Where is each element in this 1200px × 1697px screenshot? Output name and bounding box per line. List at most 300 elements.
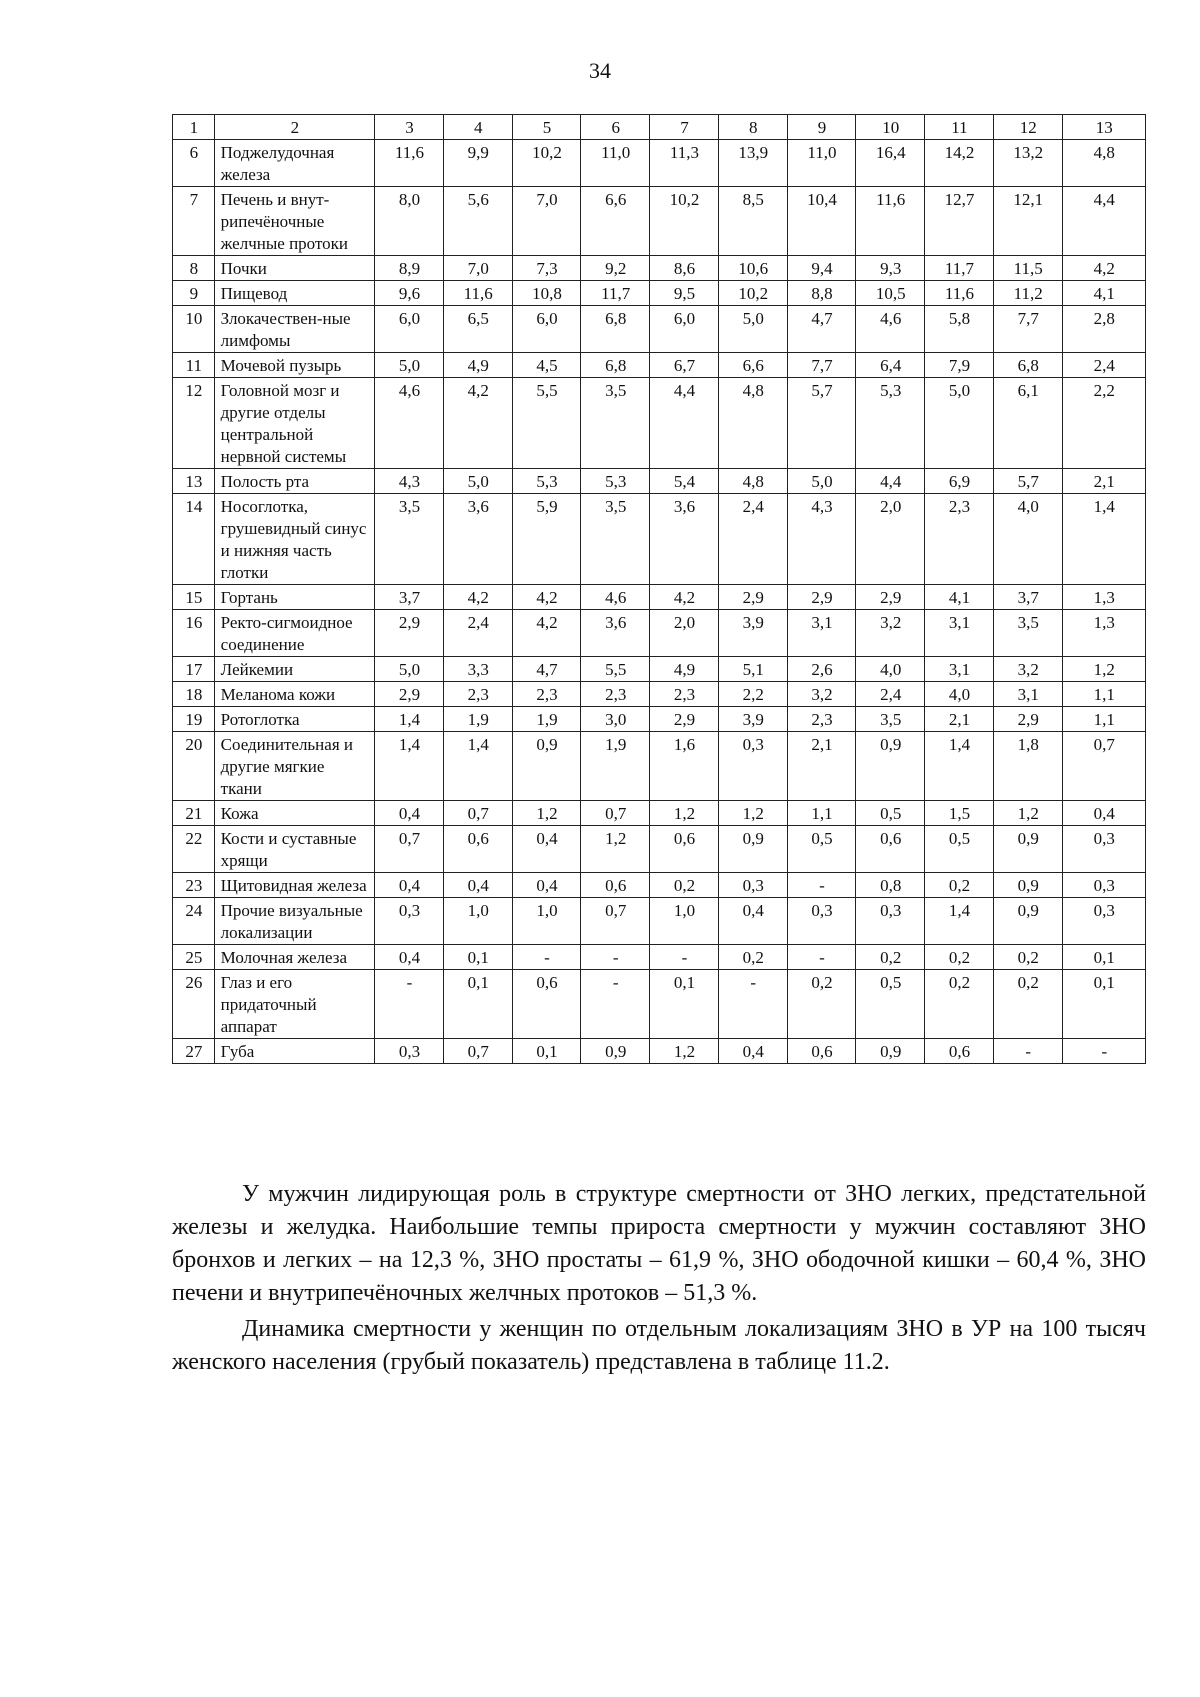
table-body (173, 115, 1146, 1064)
table-cell: 0,6 (650, 826, 719, 873)
table-cell: 2,8 (1062, 306, 1145, 353)
table-cell: 1,3 (1062, 585, 1145, 610)
table-cell: 0,9 (718, 826, 787, 873)
column-header: 13 (1062, 115, 1145, 140)
table-cell: 1,4 (443, 732, 512, 801)
table-cell: 0,1 (1062, 945, 1145, 970)
table-cell: 0,2 (718, 945, 787, 970)
table-cell: 4,6 (581, 585, 650, 610)
table-cell: 5,1 (718, 657, 787, 682)
table-cell: 6,6 (581, 187, 650, 256)
table-cell: 3,5 (993, 610, 1062, 657)
row-number: 17 (173, 657, 215, 682)
table-cell: 7,0 (443, 256, 512, 281)
table-cell: 1,3 (1062, 610, 1145, 657)
table-cell: 3,0 (581, 707, 650, 732)
table-cell: 0,6 (856, 826, 925, 873)
table-cell: 0,3 (375, 898, 444, 945)
table-cell: 6,4 (856, 353, 925, 378)
table-cell: 0,2 (993, 945, 1062, 970)
table-cell: 1,0 (512, 898, 581, 945)
table-cell: 10,2 (650, 187, 719, 256)
table-cell: 3,6 (581, 610, 650, 657)
table-cell: 4,8 (1062, 140, 1145, 187)
column-header: 1 (173, 115, 215, 140)
table-cell: 1,2 (650, 1039, 719, 1064)
table-cell: 0,9 (512, 732, 581, 801)
localization-name: Прочие визуальные локализации (214, 898, 374, 945)
table-cell: 0,7 (581, 898, 650, 945)
column-header: 9 (787, 115, 856, 140)
row-number: 8 (173, 256, 215, 281)
table-cell: 1,1 (787, 801, 856, 826)
table-cell: 1,4 (375, 732, 444, 801)
table-cell: 13,9 (718, 140, 787, 187)
table-cell: 2,4 (1062, 353, 1145, 378)
table-cell: 1,1 (1062, 682, 1145, 707)
table-cell: 11,2 (993, 281, 1062, 306)
table-cell: 5,0 (443, 469, 512, 494)
table-cell: 0,3 (1062, 826, 1145, 873)
localization-name: Молочная железа (214, 945, 374, 970)
table-row (173, 256, 1146, 281)
table-cell: 5,0 (375, 657, 444, 682)
row-number: 13 (173, 469, 215, 494)
table-cell: 1,1 (1062, 707, 1145, 732)
column-header: 10 (856, 115, 925, 140)
table-cell: 14,2 (925, 140, 994, 187)
table-header-row (173, 115, 1146, 140)
table-cell: 4,0 (993, 494, 1062, 585)
table-cell: 2,3 (787, 707, 856, 732)
table-cell: 3,6 (650, 494, 719, 585)
table-cell: 4,0 (925, 682, 994, 707)
localization-name: Гортань (214, 585, 374, 610)
table-row (173, 873, 1146, 898)
localization-name: Ректо-сигмоидное соединение (214, 610, 374, 657)
table-cell: 11,6 (443, 281, 512, 306)
table-cell: 0,9 (993, 826, 1062, 873)
table-cell: 0,3 (1062, 873, 1145, 898)
table-cell: 1,2 (718, 801, 787, 826)
table-cell: 5,5 (512, 378, 581, 469)
table-cell: 2,4 (718, 494, 787, 585)
table-cell: 0,6 (512, 970, 581, 1039)
column-header: 8 (718, 115, 787, 140)
table-cell: 1,4 (1062, 494, 1145, 585)
table-cell: 6,5 (443, 306, 512, 353)
table-cell: 3,7 (993, 585, 1062, 610)
table-cell: 0,5 (856, 970, 925, 1039)
table-cell: 0,7 (375, 826, 444, 873)
row-number: 7 (173, 187, 215, 256)
table-cell: 0,9 (993, 873, 1062, 898)
table-cell: 3,5 (581, 494, 650, 585)
table-cell: 6,8 (581, 306, 650, 353)
table-cell: 4,2 (443, 378, 512, 469)
table-cell: 1,5 (925, 801, 994, 826)
table-cell: 16,4 (856, 140, 925, 187)
table-cell: 5,0 (718, 306, 787, 353)
table-cell: 4,2 (650, 585, 719, 610)
table-cell: 6,0 (650, 306, 719, 353)
localization-name: Мочевой пузырь (214, 353, 374, 378)
table-cell: 13,2 (993, 140, 1062, 187)
table-cell: 0,4 (718, 898, 787, 945)
table-cell: 0,5 (925, 826, 994, 873)
table-cell: 2,3 (512, 682, 581, 707)
table-cell: 11,7 (925, 256, 994, 281)
table-cell: 3,2 (787, 682, 856, 707)
table-cell: 2,3 (443, 682, 512, 707)
row-number: 26 (173, 970, 215, 1039)
table-cell: 0,4 (375, 945, 444, 970)
row-number: 16 (173, 610, 215, 657)
table-row (173, 1039, 1146, 1064)
table-cell: 6,6 (718, 353, 787, 378)
localization-name: Печень и внут-рипечёночные желчные протоки (214, 187, 374, 256)
table-cell: 3,1 (993, 682, 1062, 707)
table-cell: 1,2 (650, 801, 719, 826)
table-cell: 4,6 (856, 306, 925, 353)
table-cell: 2,2 (718, 682, 787, 707)
localization-name: Ротоглотка (214, 707, 374, 732)
table-cell: 3,2 (993, 657, 1062, 682)
table-cell: 4,2 (512, 610, 581, 657)
table-cell: 0,2 (925, 970, 994, 1039)
column-header: 7 (650, 115, 719, 140)
table-cell: 0,2 (787, 970, 856, 1039)
row-number: 14 (173, 494, 215, 585)
table-cell: 4,8 (718, 469, 787, 494)
table-cell: - (1062, 1039, 1145, 1064)
table-cell: 10,5 (856, 281, 925, 306)
table-cell: 11,7 (581, 281, 650, 306)
table-cell: 0,6 (925, 1039, 994, 1064)
table-cell: 7,9 (925, 353, 994, 378)
table-cell: 1,2 (512, 801, 581, 826)
table-cell: 11,6 (925, 281, 994, 306)
table-cell: 5,3 (581, 469, 650, 494)
table-row (173, 306, 1146, 353)
table-cell: 1,9 (443, 707, 512, 732)
table-cell: 8,8 (787, 281, 856, 306)
table-cell: 5,0 (375, 353, 444, 378)
table-cell: 0,2 (650, 873, 719, 898)
table-cell: 2,9 (375, 610, 444, 657)
table-cell: 0,9 (993, 898, 1062, 945)
table-cell: 11,6 (375, 140, 444, 187)
table-cell: 10,8 (512, 281, 581, 306)
row-number: 11 (173, 353, 215, 378)
table-cell: 0,1 (443, 945, 512, 970)
table-cell: 1,2 (993, 801, 1062, 826)
table-cell: 6,7 (650, 353, 719, 378)
table-cell: - (787, 873, 856, 898)
column-header: 11 (925, 115, 994, 140)
table-cell: 0,8 (856, 873, 925, 898)
table-row (173, 945, 1146, 970)
table-cell: 0,3 (718, 873, 787, 898)
table-cell: 1,9 (581, 732, 650, 801)
localization-name: Лейкемии (214, 657, 374, 682)
table-cell: 0,2 (925, 945, 994, 970)
row-number: 25 (173, 945, 215, 970)
table-cell: 3,5 (375, 494, 444, 585)
table-cell: 0,4 (718, 1039, 787, 1064)
table-cell: 9,2 (581, 256, 650, 281)
table-cell: 0,6 (443, 826, 512, 873)
table-cell: 4,1 (1062, 281, 1145, 306)
row-number: 20 (173, 732, 215, 801)
table-cell: 2,9 (856, 585, 925, 610)
table-cell: 0,4 (375, 873, 444, 898)
table-cell: 8,5 (718, 187, 787, 256)
table-cell: 2,4 (856, 682, 925, 707)
table-cell: 10,6 (718, 256, 787, 281)
table-cell: 0,3 (787, 898, 856, 945)
table-cell: 2,9 (993, 707, 1062, 732)
table-cell: 2,1 (787, 732, 856, 801)
table-cell: 9,4 (787, 256, 856, 281)
localization-name: Меланома кожи (214, 682, 374, 707)
table-cell: 12,1 (993, 187, 1062, 256)
table-cell: 4,6 (375, 378, 444, 469)
table-row (173, 801, 1146, 826)
table-cell: 2,1 (925, 707, 994, 732)
table-cell: - (512, 945, 581, 970)
table-cell: 4,0 (856, 657, 925, 682)
table-cell: 5,0 (925, 378, 994, 469)
table-cell: 3,9 (718, 707, 787, 732)
table-cell: 0,3 (718, 732, 787, 801)
table-cell: 0,1 (512, 1039, 581, 1064)
table-cell: - (581, 970, 650, 1039)
table-cell: 0,3 (375, 1039, 444, 1064)
localization-name: Пищевод (214, 281, 374, 306)
table-cell: 0,1 (650, 970, 719, 1039)
table-cell: 11,3 (650, 140, 719, 187)
localization-name: Кожа (214, 801, 374, 826)
localization-name: Полость рта (214, 469, 374, 494)
table-cell: 1,2 (581, 826, 650, 873)
localization-name: Носоглотка, грушевидный синус и нижняя часть глотки (214, 494, 374, 585)
table-cell: - (650, 945, 719, 970)
row-number: 19 (173, 707, 215, 732)
table-cell: 1,4 (925, 898, 994, 945)
table-cell: 1,0 (443, 898, 512, 945)
table-row (173, 585, 1146, 610)
table-cell: 3,1 (787, 610, 856, 657)
table-cell: 4,5 (512, 353, 581, 378)
page-number: 34 (589, 58, 611, 83)
table-cell: 5,0 (787, 469, 856, 494)
table-cell: 0,4 (375, 801, 444, 826)
table-cell: 4,2 (1062, 256, 1145, 281)
table-cell: 6,0 (512, 306, 581, 353)
table-cell: 1,2 (1062, 657, 1145, 682)
table-cell: 2,3 (650, 682, 719, 707)
column-header: 5 (512, 115, 581, 140)
row-number: 12 (173, 378, 215, 469)
table-cell: 0,9 (856, 732, 925, 801)
table-row (173, 707, 1146, 732)
table-cell: - (375, 970, 444, 1039)
table-cell: 8,9 (375, 256, 444, 281)
table-cell: 0,5 (787, 826, 856, 873)
table-cell: 9,6 (375, 281, 444, 306)
table-cell: 5,7 (993, 469, 1062, 494)
table-cell: 0,9 (856, 1039, 925, 1064)
table-cell: 1,9 (512, 707, 581, 732)
table-cell: 1,6 (650, 732, 719, 801)
table-cell: 5,6 (443, 187, 512, 256)
table-cell: 1,4 (375, 707, 444, 732)
table-cell: 7,7 (993, 306, 1062, 353)
table-cell: - (993, 1039, 1062, 1064)
table-row (173, 494, 1146, 585)
table-row (173, 469, 1146, 494)
table-row (173, 657, 1146, 682)
table-cell: 10,2 (718, 281, 787, 306)
table-cell: 2,2 (1062, 378, 1145, 469)
table-cell: 3,9 (718, 610, 787, 657)
table-cell: 0,1 (1062, 970, 1145, 1039)
column-header: 6 (581, 115, 650, 140)
table-row (173, 970, 1146, 1039)
column-header: 12 (993, 115, 1062, 140)
table-cell: 3,6 (443, 494, 512, 585)
table-cell: 2,1 (1062, 469, 1145, 494)
table-cell: 2,9 (787, 585, 856, 610)
table-cell: 9,5 (650, 281, 719, 306)
table-cell: 2,9 (718, 585, 787, 610)
table-cell: 11,6 (856, 187, 925, 256)
table-cell: 6,0 (375, 306, 444, 353)
column-header: 2 (214, 115, 374, 140)
table-cell: 4,9 (650, 657, 719, 682)
table-cell: 3,3 (443, 657, 512, 682)
table-row (173, 187, 1146, 256)
table-cell: 6,8 (581, 353, 650, 378)
table-cell: 8,0 (375, 187, 444, 256)
table-cell: 4,7 (787, 306, 856, 353)
table-cell: 2,3 (925, 494, 994, 585)
row-number: 27 (173, 1039, 215, 1064)
row-number: 6 (173, 140, 215, 187)
table-cell: 4,4 (856, 469, 925, 494)
row-number: 9 (173, 281, 215, 306)
table-cell: 0,3 (1062, 898, 1145, 945)
row-number: 23 (173, 873, 215, 898)
table-cell: 5,8 (925, 306, 994, 353)
localization-name: Щитовидная железа (214, 873, 374, 898)
table-cell: 4,3 (787, 494, 856, 585)
table-cell: 0,5 (856, 801, 925, 826)
table-row (173, 732, 1146, 801)
localization-name: Кости и суставные хрящи (214, 826, 374, 873)
table-cell: 0,4 (1062, 801, 1145, 826)
table-cell: 3,5 (856, 707, 925, 732)
table-cell: 0,6 (787, 1039, 856, 1064)
table-cell: 4,1 (925, 585, 994, 610)
table-row (173, 682, 1146, 707)
body-text (172, 1178, 1146, 1379)
table-cell: 4,8 (718, 378, 787, 469)
table-cell: 7,7 (787, 353, 856, 378)
mortality-table (172, 114, 1146, 1064)
row-number: 18 (173, 682, 215, 707)
table-row (173, 353, 1146, 378)
column-header: 4 (443, 115, 512, 140)
table-row (173, 826, 1146, 873)
table-cell: 0,2 (925, 873, 994, 898)
table-cell: 0,2 (856, 945, 925, 970)
table-cell: 2,4 (443, 610, 512, 657)
table-cell: 2,0 (856, 494, 925, 585)
table-cell: 11,0 (581, 140, 650, 187)
table-cell: 9,3 (856, 256, 925, 281)
table-cell: 0,3 (856, 898, 925, 945)
table-cell: 4,4 (650, 378, 719, 469)
localization-name: Злокачествен-ные лимфомы (214, 306, 374, 353)
table-cell: 0,7 (443, 1039, 512, 1064)
table-cell: 0,7 (1062, 732, 1145, 801)
table-cell: 2,9 (650, 707, 719, 732)
table-cell: 5,7 (787, 378, 856, 469)
table-cell: 7,0 (512, 187, 581, 256)
table-cell: 0,2 (993, 970, 1062, 1039)
table-cell: 5,5 (581, 657, 650, 682)
table-cell: 1,0 (650, 898, 719, 945)
table-cell: 3,7 (375, 585, 444, 610)
row-number: 10 (173, 306, 215, 353)
localization-name: Поджелудочная железа (214, 140, 374, 187)
table-cell: 0,4 (443, 873, 512, 898)
table-cell: 0,4 (512, 826, 581, 873)
table-cell: 4,2 (443, 585, 512, 610)
table-row (173, 378, 1146, 469)
table-cell: 0,4 (512, 873, 581, 898)
paragraph: У мужчин лидирующая роль в структуре смертности от ЗНО легких, предстательной железы и желудка. Наибольшие темпы прироста смертности у мужчин составляют ЗНО бронхов и легких – на 12,3 %, ЗНО простаты – 61,9 %, ЗНО ободочной кишки – 60,4 %, ЗНО печени и внутрипечёночных желчных протоков – 51,3 %. (172, 1181, 1146, 1306)
table-row (173, 281, 1146, 306)
table-row (173, 898, 1146, 945)
localization-name: Почки (214, 256, 374, 281)
table-cell: 6,1 (993, 378, 1062, 469)
table-cell: 3,2 (856, 610, 925, 657)
table-cell: 4,2 (512, 585, 581, 610)
table-cell: 5,4 (650, 469, 719, 494)
table-cell: 2,0 (650, 610, 719, 657)
table-cell: 4,3 (375, 469, 444, 494)
table-cell: 0,7 (581, 801, 650, 826)
table-cell: 6,9 (925, 469, 994, 494)
table-cell: 3,1 (925, 610, 994, 657)
table-cell: 7,3 (512, 256, 581, 281)
table-cell: 0,7 (443, 801, 512, 826)
table-cell: 10,4 (787, 187, 856, 256)
paragraph: Динамика смертности у женщин по отдельным локализациям ЗНО в УР на 100 тысяч женского населения (грубый показатель) представлена в таблице 11.2. (172, 1316, 1146, 1375)
table-cell: 11,5 (993, 256, 1062, 281)
row-number: 24 (173, 898, 215, 945)
localization-name: Глаз и его придаточный аппарат (214, 970, 374, 1039)
table-cell: 8,6 (650, 256, 719, 281)
table-cell: 0,9 (581, 1039, 650, 1064)
table-cell: 3,1 (925, 657, 994, 682)
table-cell: 11,0 (787, 140, 856, 187)
table-cell: 0,1 (443, 970, 512, 1039)
table-cell: 3,5 (581, 378, 650, 469)
